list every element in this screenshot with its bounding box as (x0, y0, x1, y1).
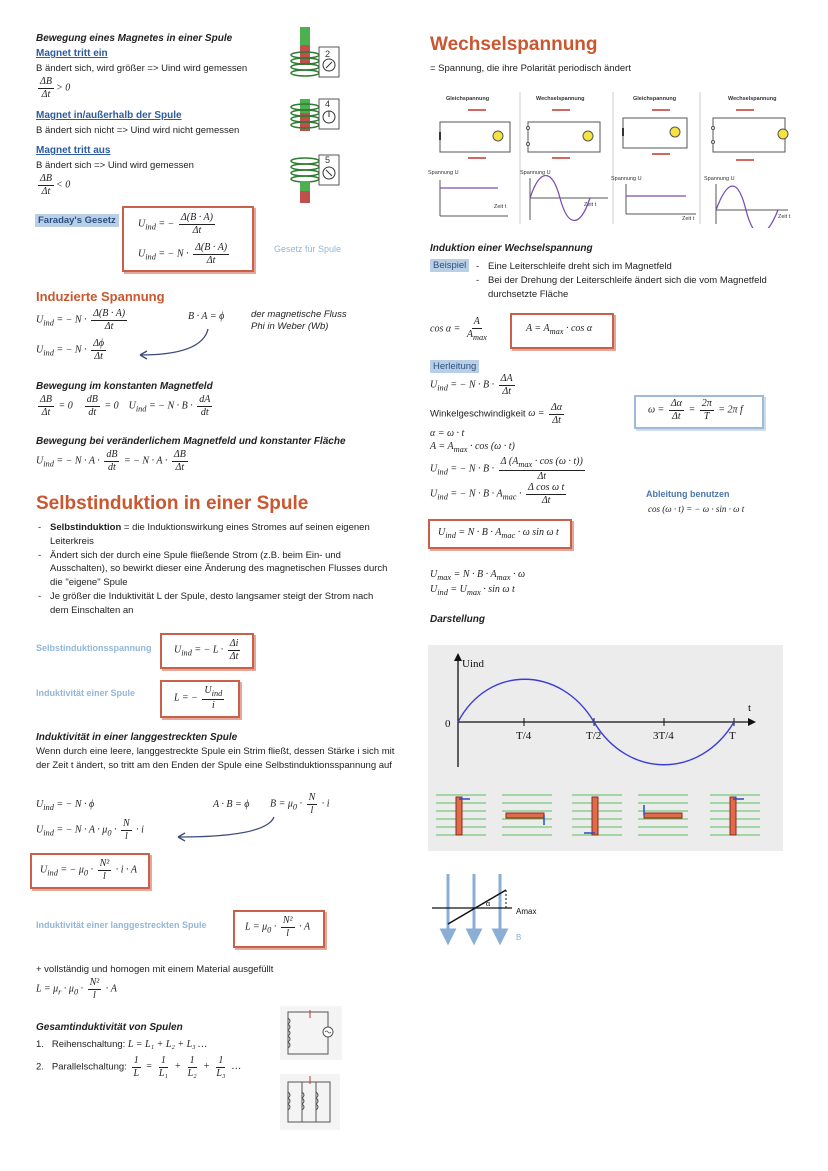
graph-tick-4: T (729, 730, 736, 742)
parallel-circuit-figure (280, 1074, 340, 1130)
circuit-2 (527, 110, 601, 158)
var-field-title: Bewegung bei veränderlichem Magnetfeld und konstanter Fläche (36, 436, 346, 447)
winkel-line: Winkelgeschwindigkeit ω = $\frac{\Delta\alpha}{\Delta t}$ (430, 402, 563, 426)
lang-induktivitaet-box: $L = \mu_0$ · $\frac{\text{N²}}{l}$ · A (233, 910, 325, 948)
graph-x-label: t (748, 702, 752, 714)
beispiel-label: Beispiel (430, 259, 469, 272)
coil-figure-2 (291, 99, 339, 131)
cos-alpha-eq: cos α = $\frac{A}{A_{max}}$ (430, 316, 487, 342)
spule-label: Gesetz für Spule (274, 244, 342, 254)
graph-tick-1: T/4 (516, 730, 532, 742)
parallel-line: 2. Parallelschaltung: $\frac{1}{L}$ = $\frac{1}{\text{L₁}}$ + $\frac{1}{\text{L₂}}$ + $\frac{1}{\text{L₃}}$ … (36, 1055, 241, 1079)
sine-graph (428, 645, 783, 851)
const-field-eq: $\frac{\Delta B}{\Delta t}$ = 0 $\frac{dB}{dt}$ = 0 $U_{ind}$ = − N · B · $\frac{dA}{dt}$ (40, 394, 211, 418)
loop-position-5 (710, 795, 760, 835)
circuit-title-1: Gleichspannung (446, 96, 490, 102)
voltage-graph-3 (611, 176, 696, 222)
area-box: $A = A_{max} \cdot \cos \alpha$ (510, 313, 614, 349)
induziert-title: Induzierte Spannung (36, 289, 165, 304)
omega-box: ω = $\frac{\Delta\alpha}{\Delta t}$ = $\frac{2\pi}{T}$ = 2π f (634, 395, 764, 429)
coil-number-3: 5 (325, 155, 331, 165)
circuit-panels (428, 88, 800, 228)
selbst-list (36, 521, 394, 617)
coil-number-1: 2 (325, 49, 331, 59)
induktivitaet-label: Induktivität einer Spule (36, 688, 136, 698)
loop-position-4 (638, 795, 688, 835)
selbst-bullet-3: - Je größer die Induktivität L der Spule, desto langsamer steigt der Strom nach dem Einschalten an (36, 590, 394, 618)
reihen-line: 1. Reihenschaltung: L = L₁ + L₂ + L₃ … (36, 1039, 208, 1050)
lang-eq2: $U_{ind}$ = − $N \cdot A \cdot \mu_0$ · $\frac{N}{l}$ · i (36, 818, 144, 842)
herl-eq1: $U_{ind}$ = − N · B · $\frac{\Delta A}{\Delta t}$ (430, 373, 513, 397)
lang-b-eq: $B = \mu_0$ · $\frac{N}{l}$ · i (270, 792, 330, 816)
selbst-bullet-1: - Selbstinduktion = die Induktionswirkung eines Stromes auf seinen eigenen Leiterkreis (36, 521, 394, 549)
faraday-box: $U_{ind}$ = − $\frac{\Delta(B \cdot A)}{\Delta t}$ $U_{ind}$ = − N · $\frac{\Delta(B \cdot A)}{\Delta t}$ (122, 206, 254, 272)
wechsel-title: Wechselspannung (430, 34, 598, 55)
voltage-graph-1 (428, 170, 508, 216)
herleitung-label: Herleitung (430, 360, 479, 373)
loop-positions (436, 795, 760, 835)
circuit-4 (712, 110, 789, 160)
circuit-title-3: Gleichspannung (633, 96, 677, 102)
induziert-eq2: $U_{ind}$ = − N · $\frac{\Delta\phi}{\Delta t}$ (36, 338, 105, 362)
svg-text:Spannung U: Spannung U (611, 176, 642, 182)
lang-text: Wenn durch eine leere, langgestreckte Spule ein Strim fließt, dessen Stärke i sich mit der Zeit t ändert, so tritt am den Enden der Spule eine Selbstinduktionsspannung auf (36, 746, 395, 771)
lang-title: Induktivität in einer langgestreckten Spule (36, 732, 238, 743)
magnet-inside-label: Magnet in/außerhalb der Spule (36, 110, 182, 121)
faraday-label: Faraday's Gesetz (35, 214, 119, 227)
lang-flux-eq: A · B = ϕ (213, 799, 250, 810)
beispiel-list (474, 260, 784, 301)
coil-figure-1 (291, 27, 339, 77)
herl-eq3: $A = A_{max} \cdot \cos (\omega \cdot t)$ (430, 441, 515, 454)
magnet-inside-text: B ändert sich nicht => Uind wird nicht gemessen (36, 125, 240, 136)
magnet-out-text: B ändert sich => Uind wird gemessen (36, 160, 194, 171)
svg-text:Zeit t: Zeit t (494, 204, 507, 210)
beispiel-bullet-1: - Eine Leiterschleife dreht sich im Magnetfeld (474, 260, 784, 274)
umax-eq: $U_{max} = N \cdot B \cdot A_{max} \cdot \omega$ (430, 569, 526, 582)
amax-label: Amax (516, 907, 537, 916)
circuit-1 (440, 110, 510, 158)
circuit-title-2: Wechselspannung (536, 96, 585, 102)
magnet-out-formula: $\frac{\Delta B}{\Delta t}$ < 0 (40, 173, 71, 197)
svg-text:Zeit t: Zeit t (778, 214, 791, 220)
loop-position-1 (436, 795, 486, 835)
var-field-eq: $U_{ind}$ = − N · A · $\frac{dB}{dt}$ = − N · A · $\frac{\Delta B}{\Delta t}$ (36, 449, 186, 473)
graph-y-label: Uind (462, 658, 484, 670)
svg-text:Spannung U: Spannung U (428, 170, 459, 176)
induziert-eq1: $U_{ind}$ = − N · $\frac{\Delta(B \cdot A)}{\Delta t}$ (36, 308, 126, 332)
uind-sin-box: $U_{ind} = N \cdot B \cdot A_{mac} \cdot \omega$ sin ω t (428, 519, 572, 549)
darstellung-panel (428, 645, 783, 851)
alpha-label: α (486, 899, 491, 908)
graph-tick-2: T/2 (586, 730, 602, 742)
flux-arrow (130, 325, 220, 365)
lang-result-box: $U_{ind}$ = − $\mu_0$ · $\frac{\text{N²}}{l}$ · i · A (30, 853, 150, 889)
loop-position-2 (502, 795, 552, 835)
voltage-graph-2 (520, 170, 608, 221)
lang-filled-eq: $L = \mu_r \cdot \mu_0$ · $\frac{\text{N²}}{l}$ · A (36, 977, 117, 1001)
graph-tick-3: 3T/4 (653, 730, 674, 742)
herl-eq2: α = ω · t (430, 428, 465, 439)
lang-label: Induktivität einer langgestreckten Spule (36, 920, 207, 930)
beispiel-bullet-2: - Bei der Drehung der Leiterschleife ändert sich die vom Magnetfeld durchsetzte Fläche (474, 274, 784, 302)
b-label: B (516, 933, 522, 942)
wechsel-subtitle: = Spannung, die ihre Polarität periodisch ändert (430, 63, 631, 74)
gesamt-title: Gesamtinduktivität von Spulen (36, 1022, 183, 1033)
magnet-in-label: Magnet tritt ein (36, 48, 108, 59)
selbst-spannung-label: Selbstinduktionsspannung (36, 643, 152, 653)
graph-origin: 0 (445, 718, 451, 730)
circuit-3 (623, 110, 687, 154)
magnet-out-label: Magnet tritt aus (36, 145, 111, 156)
svg-text:Spannung U: Spannung U (520, 170, 551, 176)
herl-eq4: $U_{ind}$ = − N · B · $\frac{\Delta (A_{max} \cdot \cos (\omega \cdot t))}{\Delta t}$ (430, 456, 583, 482)
selbst-spannung-box: $U_{ind}$ = − L · $\frac{\Delta i}{\Delta t}$ (160, 633, 254, 669)
series-circuit-figure (280, 1006, 342, 1060)
magnet-in-text: B ändert sich, wird größer => Uind wird gemessen (36, 63, 248, 74)
darstellung-title: Darstellung (430, 614, 486, 625)
flux-eq: B · A = ϕ (188, 311, 225, 322)
induktivitaet-box: L = − $\frac{U_{ind}}{i}$ (160, 680, 240, 718)
uind-umax-eq: $U_{ind} = U_{max} \cdot \sin \omega$ t (430, 584, 515, 597)
lang-eq1: $U_{ind}$ = − N · ϕ (36, 799, 95, 812)
ind-wechsel-title: Induktion einer Wechselspannung (430, 243, 593, 254)
flux-note: der magnetische Fluss Phi in Weber (Wb) (251, 309, 347, 333)
svg-text:Spannung U: Spannung U (704, 176, 735, 182)
const-field-title: Bewegung im konstanten Magnetfeld (36, 381, 213, 392)
field-area-figure (430, 870, 550, 950)
magnet-in-formula: $\frac{\Delta B}{\Delta t}$ > 0 (40, 76, 71, 100)
lang-filled-text: + vollständig und homogen mit einem Material ausgefüllt (36, 964, 274, 975)
selbst-title: Selbstinduktion in einer Spule (36, 493, 309, 514)
magnet-title: Bewegung eines Magnetes in einer Spule (36, 33, 233, 44)
magnet-coil-figures (283, 25, 345, 205)
herl-eq5: $U_{ind}$ = − $N \cdot B \cdot A_{mac}$ · $\frac{\text{Δ cos ω t}}{\Delta t}$ (430, 482, 565, 506)
voltage-graph-4 (704, 176, 791, 228)
loop-position-3 (572, 795, 622, 835)
coil-figure-3 (291, 155, 339, 203)
circuit-title-4: Wechselspannung (728, 96, 777, 102)
svg-text:Zeit t: Zeit t (682, 216, 695, 222)
svg-text:Zeit t: Zeit t (584, 202, 597, 208)
ableitung-label: Ableitung benutzen (646, 489, 730, 499)
ableitung-eq: cos (ω · t) = − ω · sin · ω t (648, 504, 745, 514)
coil-number-2: 4 (325, 99, 331, 109)
selbst-bullet-2: - Ändert sich der durch eine Spule fließende Strom (z.B. beim Ein- und Ausschalten), so bewirkt dieser eine Änderung des magnetischen Flusses durch die "eigene" Spule (36, 549, 394, 590)
lang-arrow (170, 815, 280, 845)
